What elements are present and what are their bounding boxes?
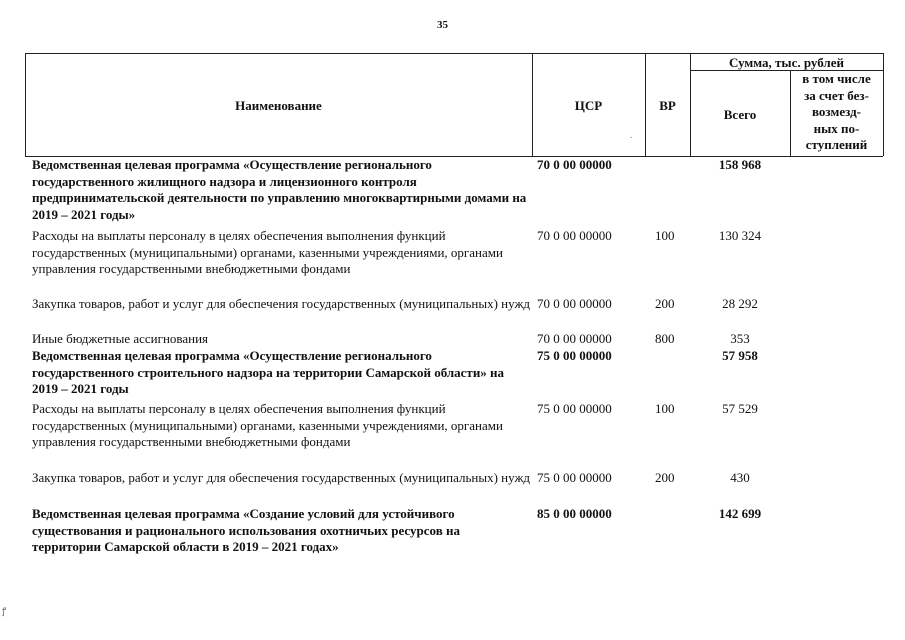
header-right-border bbox=[883, 53, 884, 156]
header-incl-line: ных по- bbox=[813, 120, 860, 136]
row-vr: 200 bbox=[655, 470, 675, 485]
row-total: 57 958 bbox=[722, 348, 758, 363]
row-vr: 100 bbox=[655, 401, 675, 416]
header-top-border bbox=[25, 53, 883, 54]
row-csr: 70 0 00 00000 bbox=[537, 157, 612, 172]
row-csr: 75 0 00 00000 bbox=[537, 348, 612, 363]
row-name: Иные бюджетные ассигнования bbox=[32, 331, 209, 346]
row-name: Ведомственная целевая программа «Осуществление регионального государственного жилищного надзора и лицензионного контроля предпринимательской деятельности по управлению многоквартирными домами на 2019 – 2021 годы» bbox=[32, 157, 527, 222]
row-vr: 800 bbox=[655, 331, 675, 346]
row-name: Закупка товаров, работ и услуг для обеспечения государственных (муниципальных) нужд bbox=[32, 296, 531, 311]
row-total: 57 529 bbox=[722, 401, 758, 416]
header-sum-group: Сумма, тыс. рублей bbox=[729, 55, 844, 70]
header-total: Всего bbox=[723, 107, 757, 122]
row-name: Расходы на выплаты персоналу в целях обеспечения выполнения функций государственных (муниципальными) органами, казенными учреждениями, органами управления государственными внебюджетными фондами bbox=[32, 228, 503, 277]
row-total: 430 bbox=[730, 470, 750, 485]
header-incl-line: ступлений bbox=[805, 137, 868, 153]
row-csr: 70 0 00 00000 bbox=[537, 331, 612, 346]
row-name: Ведомственная целевая программа «Создание условий для устойчивого существования и рационального использования охотничьих ресурсов на территории Самарской области в 2019 – 2021 годах» bbox=[32, 506, 460, 555]
header-incl bbox=[790, 71, 883, 154]
header-incl-line: в том числе bbox=[802, 71, 871, 86]
header-incl-line: возмезд- bbox=[812, 104, 861, 120]
row-csr: 75 0 00 00000 bbox=[537, 401, 612, 416]
row-name: Расходы на выплаты персоналу в целях обеспечения выполнения функций государственных (муниципальными) органами, казенными учреждениями, органами управления государственными внебюджетными фондами bbox=[32, 401, 503, 450]
row-name: Ведомственная целевая программа «Осуществление регионального государственного строительного надзора на территории Самарской области» на 2019 – 2021 годы bbox=[32, 348, 505, 397]
row-name: Закупка товаров, работ и услуг для обеспечения государственных (муниципальных) нужд bbox=[32, 470, 531, 485]
row-csr: 75 0 00 00000 bbox=[537, 470, 612, 485]
row-total: 353 bbox=[730, 331, 750, 346]
row-vr: 100 bbox=[655, 228, 675, 243]
row-csr: 85 0 00 00000 bbox=[537, 506, 612, 521]
row-csr: 70 0 00 00000 bbox=[537, 296, 612, 311]
row-total: 28 292 bbox=[722, 296, 758, 311]
page-number: 35 bbox=[437, 19, 448, 31]
row-total: 130 324 bbox=[718, 228, 762, 243]
row-total: 158 968 bbox=[718, 157, 762, 172]
row-csr: 70 0 00 00000 bbox=[537, 228, 612, 243]
scan-mark: . bbox=[630, 130, 633, 140]
header-csr: ЦСР bbox=[574, 98, 603, 113]
row-vr: 200 bbox=[655, 296, 675, 311]
header-incl-line: за счет без- bbox=[804, 87, 869, 103]
row-total: 142 699 bbox=[718, 506, 762, 521]
header-vr: ВР bbox=[659, 98, 676, 113]
header-name: Наименование bbox=[235, 98, 322, 113]
scan-mark: ꝭ bbox=[2, 606, 7, 616]
